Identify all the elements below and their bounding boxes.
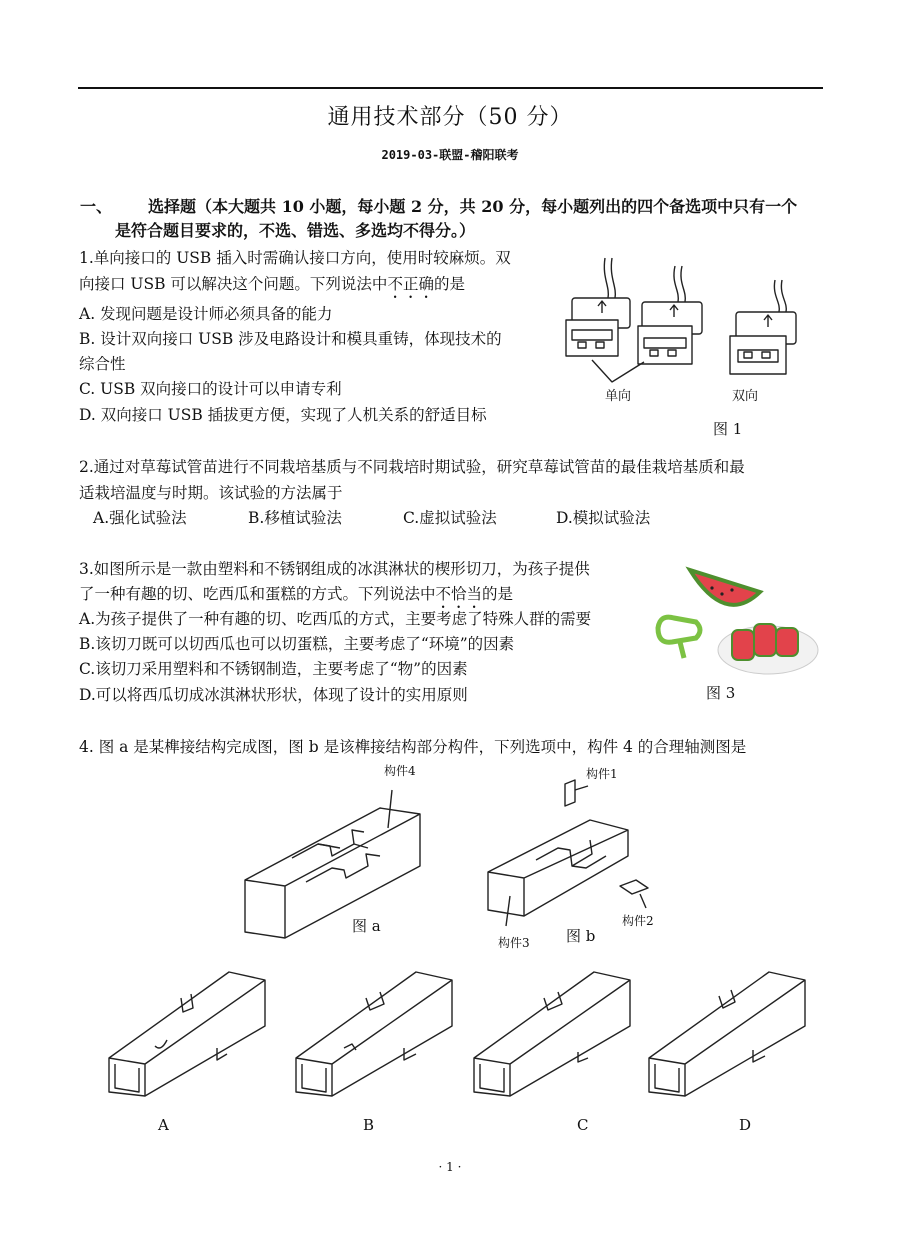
- option-a-label: A: [158, 1116, 169, 1134]
- top-rule: [78, 87, 823, 89]
- pointer-lines: [592, 360, 644, 382]
- page-title: 通用技术部分（50 分）: [327, 105, 573, 130]
- fig-b-label-part1: 构件1: [586, 767, 618, 781]
- part2: [620, 880, 648, 894]
- part1: [565, 780, 575, 806]
- q3-option-c: C.该切刀采用塑料和不锈钢制造，主要考虑了“物”的因素: [79, 660, 468, 678]
- q1-option-c: C. USB 双向接口的设计可以申请专利: [79, 380, 342, 398]
- q1-stem-tail: 的是: [433, 275, 465, 293]
- usb-plug-1: [566, 258, 630, 356]
- figure3-caption: 图 3: [706, 684, 736, 702]
- usb-plug-2: [638, 266, 702, 364]
- usb-plug-3: [730, 280, 796, 374]
- q2-option-a: A.强化试验法: [93, 509, 187, 527]
- q3-option-b: B.该切刀既可以切西瓜也可以切蛋糕，主要考虑了“环境”的因素: [79, 635, 515, 653]
- q1-option-a: A. 发现问题是设计师必须具备的能力: [79, 305, 333, 323]
- q2-option-d: D.模拟试验法: [556, 509, 651, 527]
- q3-stem-emphasis: 不恰当: [435, 585, 483, 603]
- figure-b-caption: 图 b: [566, 927, 596, 945]
- figure-a-joint: [240, 770, 440, 945]
- q3-option-a: A.为孩子提供了一种有趣的切、吃西瓜的方式，主要考虑了特殊人群的需要: [79, 610, 592, 628]
- option-c-drawing: [470, 968, 635, 1103]
- q2-option-b: B.移植试验法: [248, 509, 342, 527]
- watermelon-cutter-figure: [650, 566, 820, 686]
- q1-option-b-line1: B. 设计双向接口 USB 涉及电路设计和模具重铸，体现技术的: [79, 330, 502, 348]
- q3-option-d: D.可以将西瓜切成冰淇淋状形状，体现了设计的实用原则: [79, 686, 468, 704]
- figure1-caption: 图 1: [713, 420, 743, 438]
- q2-stem-line2: 适栽培温度与时期。该试验的方法属于: [79, 484, 343, 502]
- watermelon-pieces: [732, 624, 798, 660]
- option-d-label: D: [739, 1116, 752, 1134]
- option-d-drawing: [645, 968, 810, 1103]
- section-instructions-line2: 是符合题目要求的，不选、错选、多选均不得分。）: [115, 221, 476, 240]
- q1-stem-emphasis: 不正确: [387, 275, 434, 293]
- watermelon-wedge: [690, 570, 760, 605]
- option-b-drawing: [292, 968, 457, 1103]
- usb-label-double: 双向: [732, 389, 759, 404]
- q3-stem-text: 了一种有趣的切、吃西瓜和蛋糕的方式。下列说法中: [79, 585, 436, 603]
- option-b-label: B: [363, 1116, 375, 1134]
- fig-b-label-part3: 构件3: [498, 936, 530, 950]
- option-a-drawing: [105, 968, 270, 1103]
- q4-stem: 4. 图 a 是某榫接结构完成图，图 b 是该榫接结构部分构件，下列选项中，构件 4 的合理轴测图是: [79, 738, 747, 756]
- q3-stem-tail: 的是: [482, 585, 514, 603]
- q1-stem-line1: 1.单向接口的 USB 插入时需确认接口方向，使用时较麻烦。双: [79, 249, 511, 267]
- q1-stem-text: 向接口 USB 可以解决这个问题。下列说法中: [79, 275, 388, 293]
- q3-stem-line1: 3.如图所示是一款由塑料和不锈钢组成的冰淇淋状的楔形切刀，为孩子提供: [79, 560, 590, 578]
- fig-a-label-part4: 构件4: [384, 764, 416, 778]
- q2-option-c: C.虚拟试验法: [403, 509, 497, 527]
- q1-stem-line2: [79, 272, 465, 302]
- cutter: [658, 617, 700, 642]
- section-number: 一、: [80, 197, 113, 216]
- fig-b-label-part2: 构件2: [622, 914, 654, 928]
- page-number: · 1 ·: [438, 1160, 462, 1174]
- q1-option-b-line2: 综合性: [79, 355, 126, 373]
- usb-label-single: 单向: [605, 389, 632, 404]
- q1-option-d: D. 双向接口 USB 插拔更方便，实现了人机关系的舒适目标: [79, 406, 487, 424]
- page-subtitle: 2019-03-联盟-稽阳联考: [381, 148, 519, 162]
- figure-a-caption: 图 a: [352, 917, 381, 935]
- option-c-label: C: [577, 1116, 589, 1134]
- usb-plugs-figure: [550, 258, 830, 408]
- q2-stem-line1: 2.通过对草莓试管苗进行不同栽培基质与不同栽培时期试验，研究草莓试管苗的最佳栽培基质和最: [79, 458, 745, 476]
- section-instructions-line1: 选择题（本大题共 10 小题，每小题 2 分，共 20 分，每小题列出的四个备选项中只有一个: [148, 197, 798, 216]
